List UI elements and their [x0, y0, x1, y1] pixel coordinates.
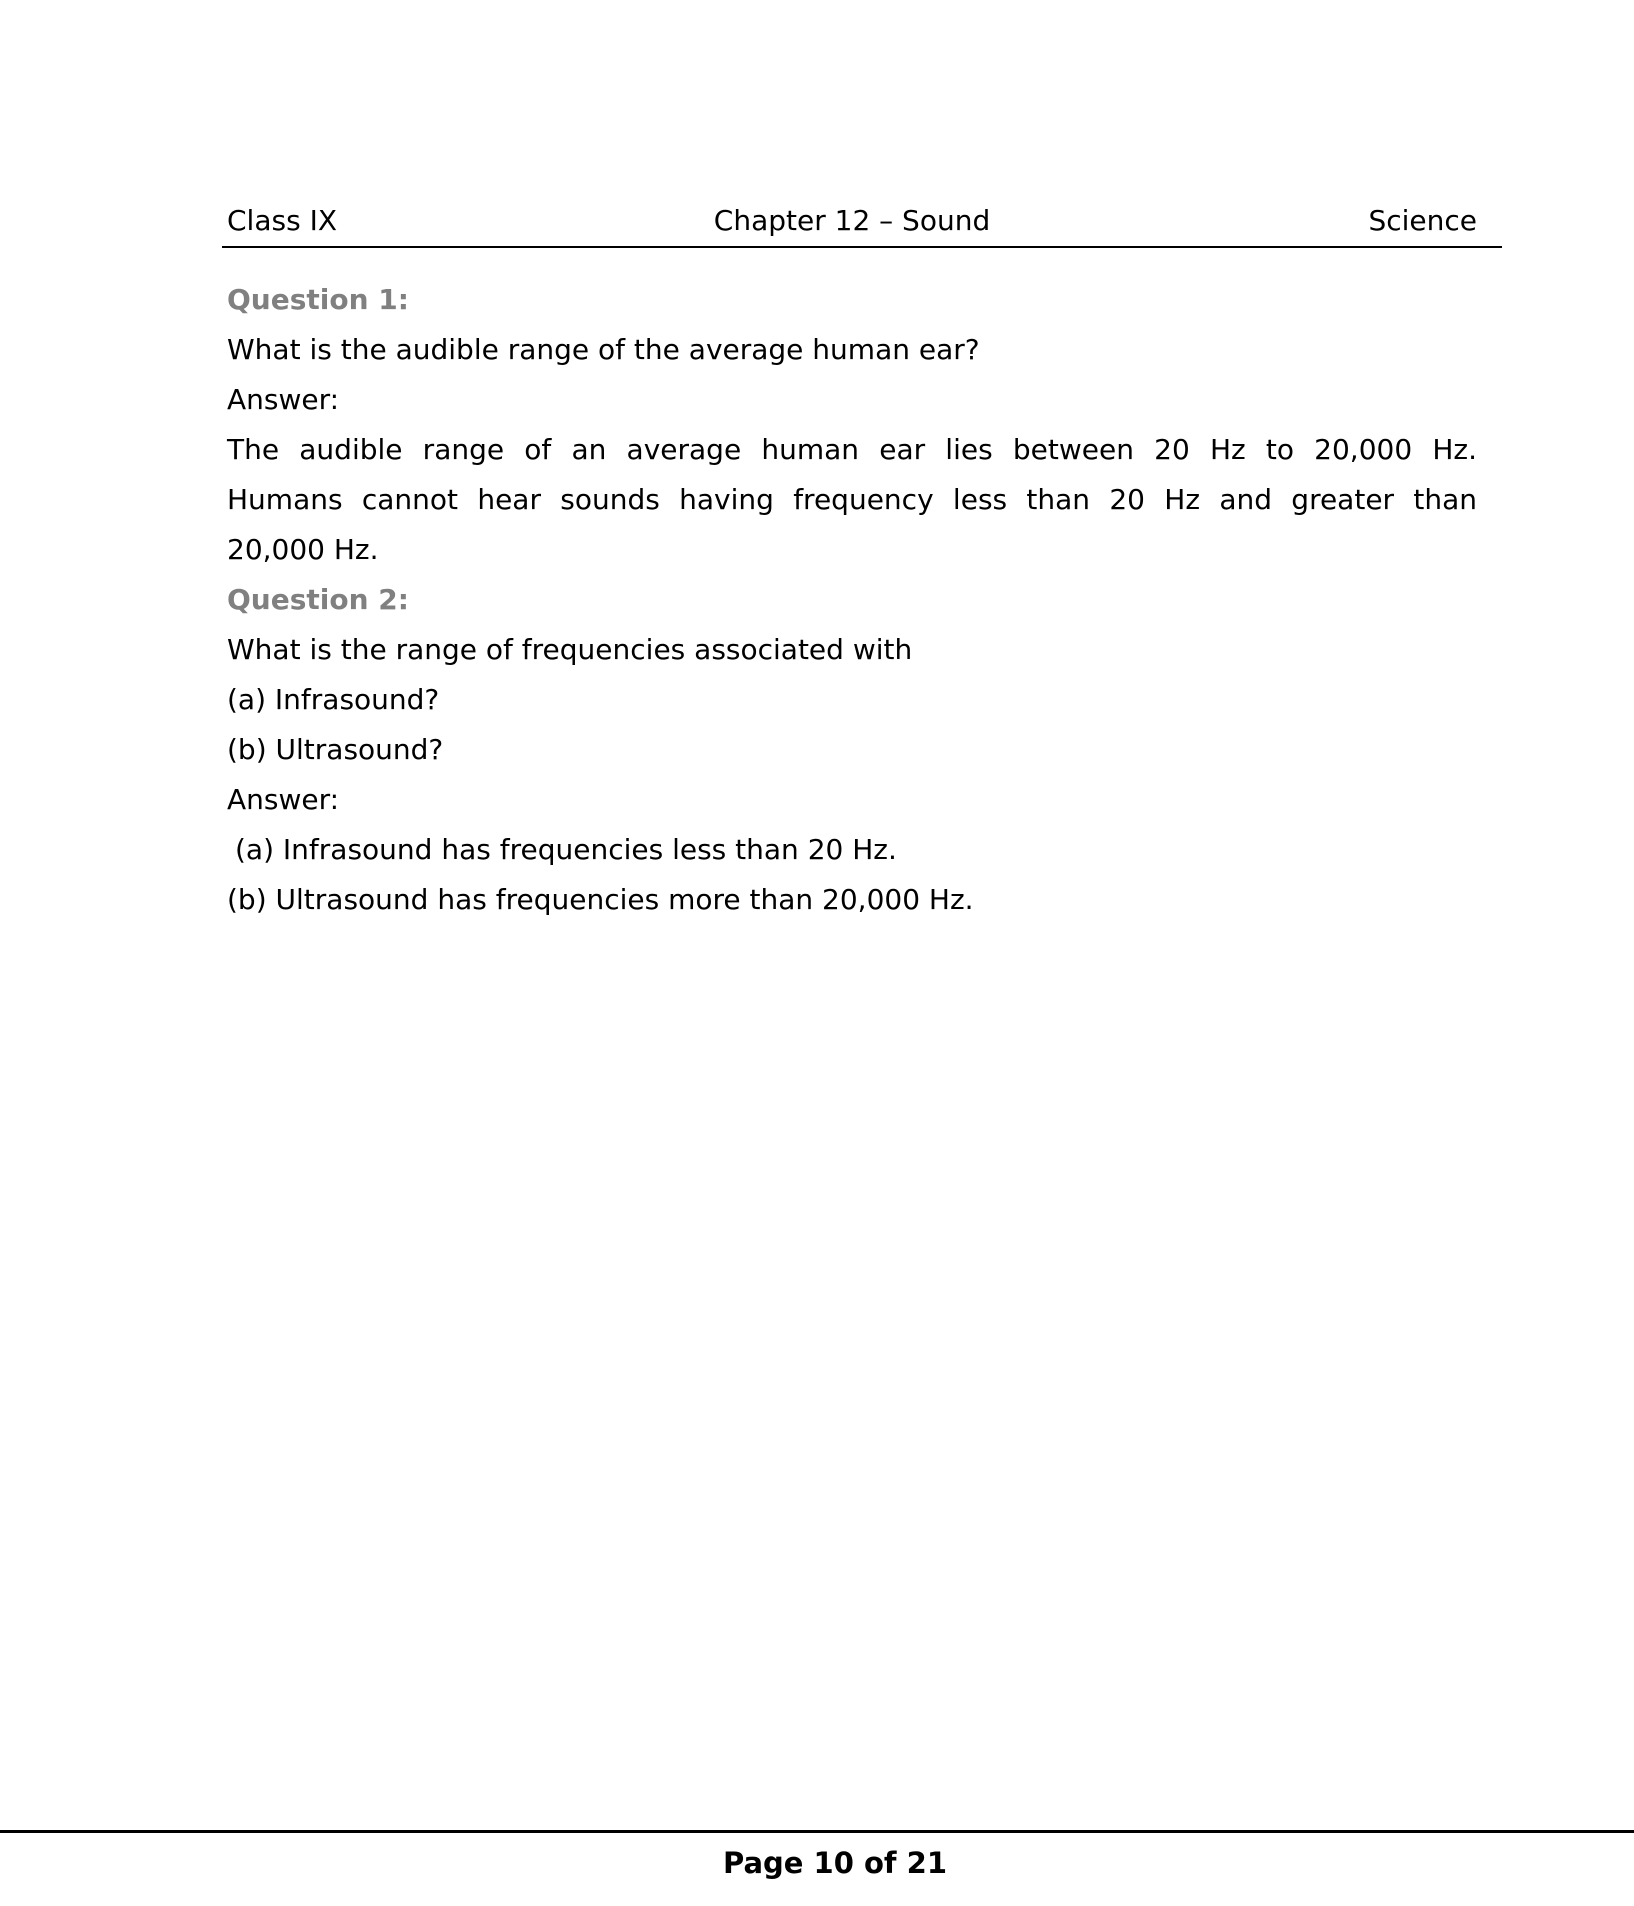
- question-1-answer-line-2: Humans cannot hear sounds having frequency less than 20 Hz and greater than: [227, 483, 1477, 516]
- header-class-label: Class IX: [227, 204, 338, 237]
- question-1-answer-line-3: 20,000 Hz.: [227, 533, 379, 566]
- question-1-answer-label: Answer:: [227, 383, 340, 416]
- question-2-sub-b: (b) Ultrasound?: [227, 733, 444, 766]
- question-1-text: What is the audible range of the average human ear?: [227, 333, 980, 366]
- question-1-answer-line-1: The audible range of an average human ear lies between 20 Hz to 20,000 Hz.: [227, 433, 1477, 466]
- question-2-heading: Question 2:: [227, 583, 409, 616]
- question-2-text: What is the range of frequencies associated with: [227, 633, 913, 666]
- question-2-answer-a: (a) Infrasound has frequencies less than 20 Hz.: [235, 833, 897, 866]
- question-2-answer-label: Answer:: [227, 783, 340, 816]
- question-2-answer-b: (b) Ultrasound has frequencies more than 20,000 Hz.: [227, 883, 974, 916]
- content-column: [227, 275, 1477, 925]
- page-header: [222, 204, 1502, 248]
- question-1-heading: Question 1:: [227, 283, 409, 316]
- page-number-label: Page 10 of 21: [722, 1846, 947, 1880]
- header-subject-label: Science: [1368, 204, 1478, 237]
- header-chapter-title: Chapter 12 – Sound: [713, 204, 991, 237]
- footer-divider: [0, 1830, 1634, 1833]
- question-2-sub-a: (a) Infrasound?: [227, 683, 440, 716]
